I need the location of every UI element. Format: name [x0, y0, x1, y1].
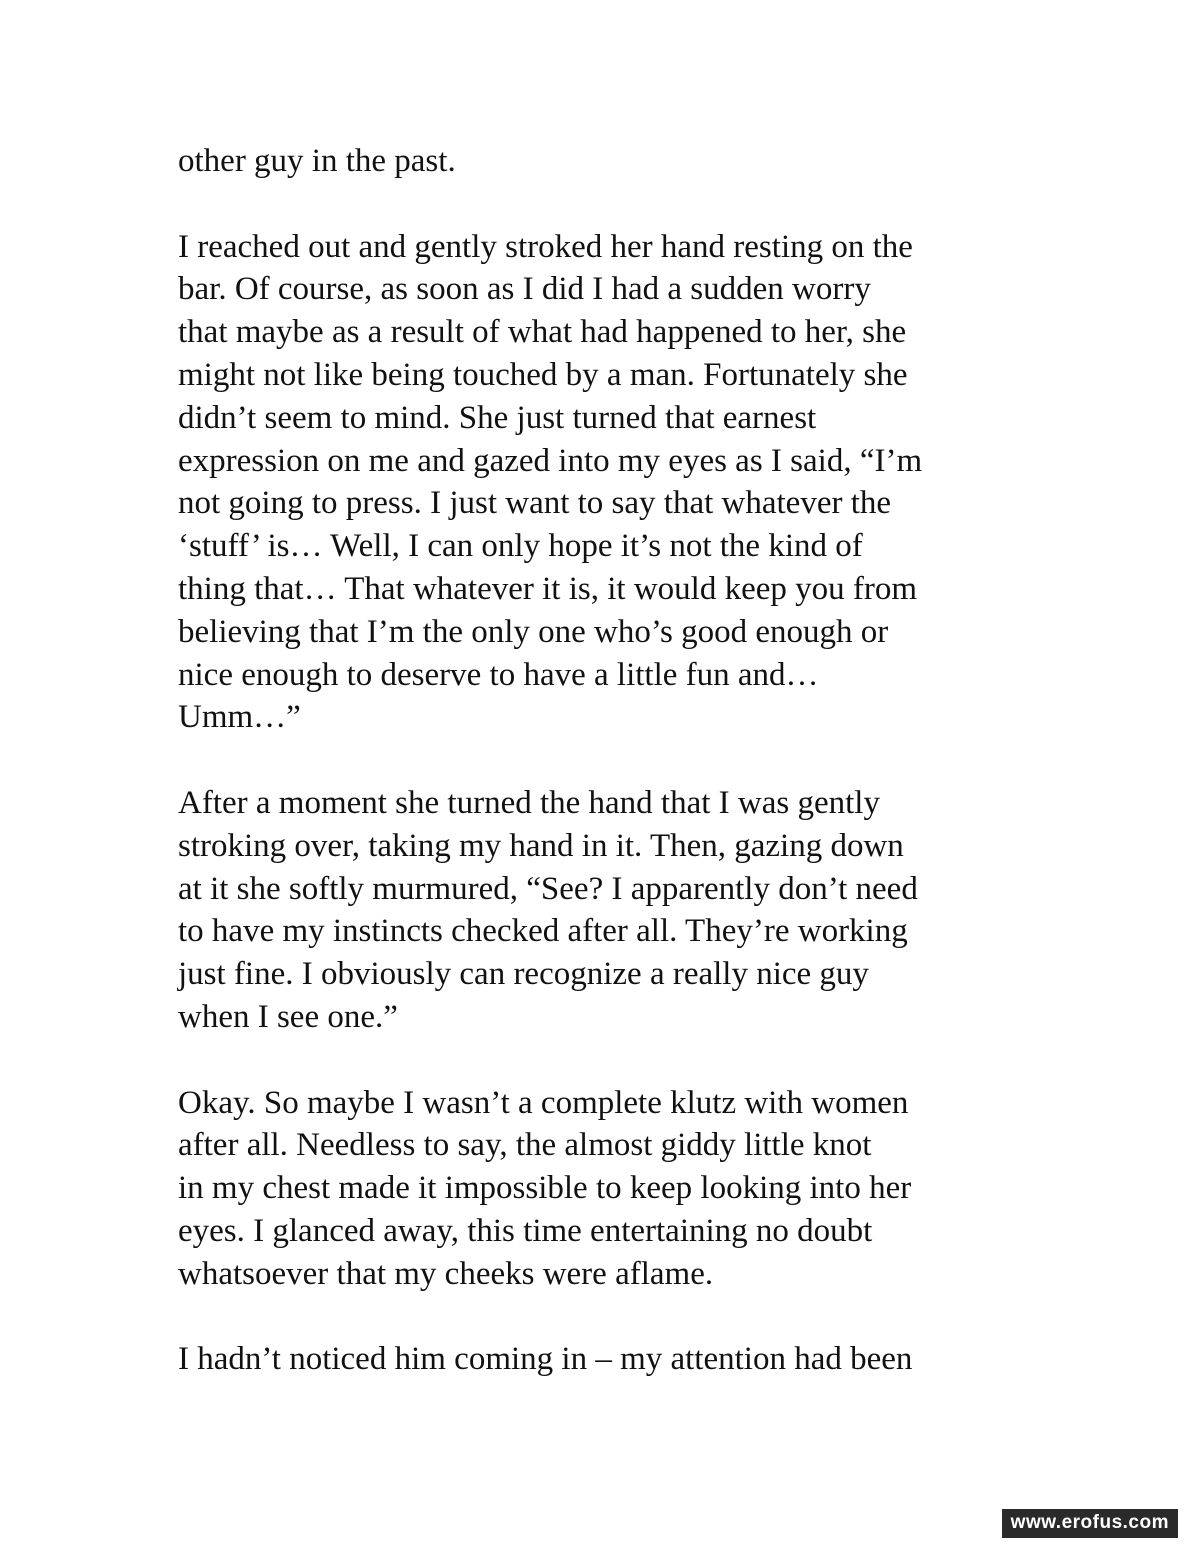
text-line: I reached out and gently stroked her hand resting on the	[178, 228, 913, 265]
text-line: bar. Of course, as soon as I did I had a sudden worry	[178, 271, 871, 308]
text-line: expression on me and gazed into my eyes as I said, “I’m	[178, 442, 923, 479]
paragraph	[178, 140, 1058, 183]
text-line: nice enough to deserve to have a little fun and…	[178, 656, 819, 693]
paragraph	[178, 226, 1058, 740]
text-line: stroking over, taking my hand in it. Then, gazing down	[178, 827, 904, 864]
text-line: believing that I’m the only one who’s good enough or	[178, 613, 889, 650]
paragraph	[178, 1338, 1058, 1381]
text-line: to have my instincts checked after all. They’re working	[178, 913, 908, 950]
text-line: at it she softly murmured, “See? I apparently don’t need	[178, 870, 918, 907]
text-line: I hadn’t noticed him coming in – my attention had been	[178, 1341, 913, 1378]
paragraph	[178, 782, 1058, 1039]
text-line: other guy in the past.	[178, 143, 456, 179]
document-body	[178, 140, 1058, 1424]
text-line: just fine. I obviously can recognize a really nice guy	[178, 956, 869, 993]
text-line: that maybe as a result of what had happened to her, she	[178, 314, 907, 351]
text-line: when I see one.”	[178, 998, 398, 1035]
text-line: whatsoever that my cheeks were aflame.	[178, 1255, 714, 1292]
text-line: Okay. So maybe I wasn’t a complete klutz with women	[178, 1084, 909, 1121]
text-line: eyes. I glanced away, this time entertaining no doubt	[178, 1212, 873, 1249]
paragraph	[178, 1082, 1058, 1296]
text-line: ‘stuff’ is… Well, I can only hope it’s not the kind of	[178, 528, 863, 565]
text-line: not going to press. I just want to say that whatever the	[178, 485, 892, 522]
text-line: might not like being touched by a man. Fortunately she	[178, 356, 908, 393]
text-line: Umm…”	[178, 699, 301, 736]
site-watermark: www.erofus.com	[1002, 1509, 1178, 1538]
text-line: in my chest made it impossible to keep looking into her	[178, 1170, 912, 1207]
text-line: didn’t seem to mind. She just turned that earnest	[178, 399, 817, 436]
text-line: After a moment she turned the hand that I was gently	[178, 784, 880, 821]
text-line: after all. Needless to say, the almost giddy little knot	[178, 1127, 872, 1164]
text-line: thing that… That whatever it is, it would keep you from	[178, 570, 918, 607]
